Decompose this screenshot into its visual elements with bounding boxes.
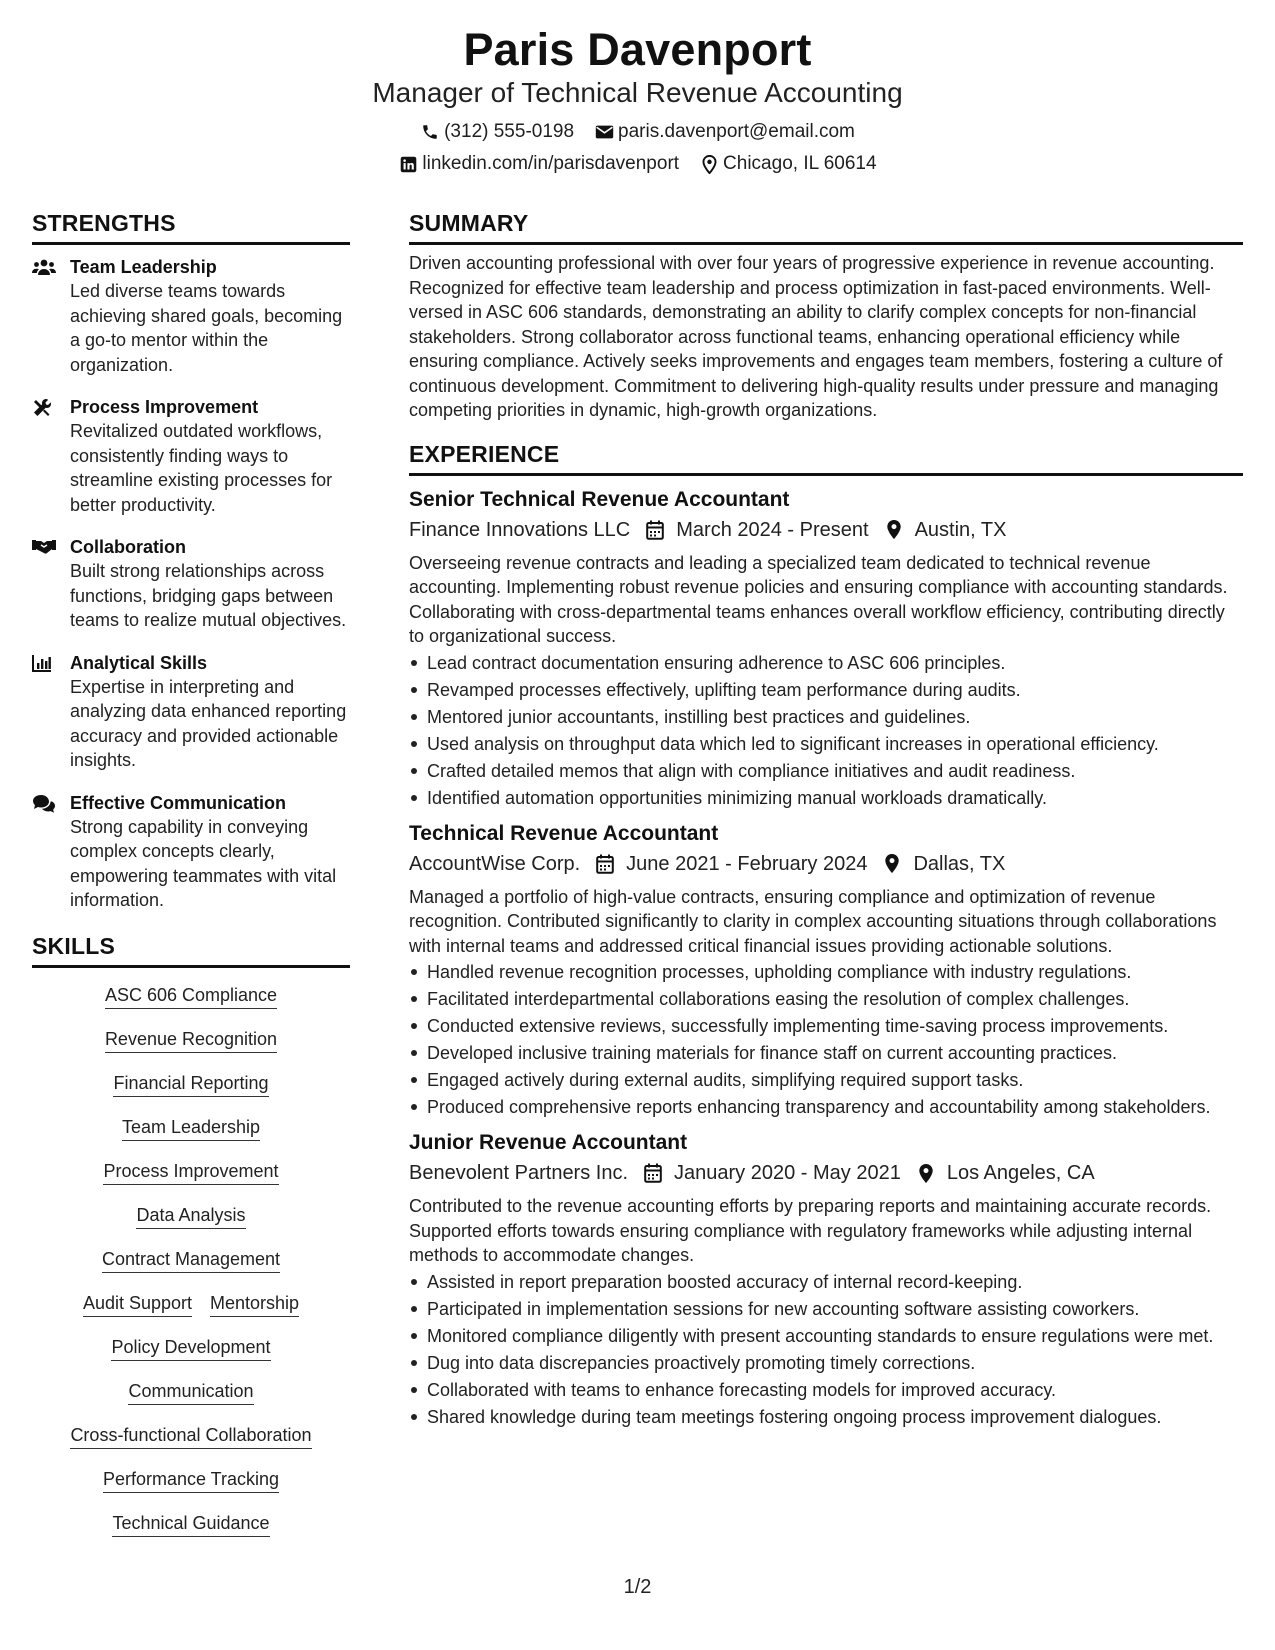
bullet-item: Participated in implementation sessions for new accounting software assisting coworkers. <box>409 1297 1243 1321</box>
users-icon <box>32 255 70 377</box>
candidate-name: Paris Davenport <box>463 24 812 75</box>
strengths-divider <box>32 242 350 245</box>
job-description: Overseeing revenue contracts and leading a specialized team dedicated to technical revenue accounting. Implementing robust revenue policies and ensuring compliance with accounting standards. Collaborating with cross-departmental teams enhances overall workflow efficiency, contributing directly to organizational success. <box>409 552 1228 646</box>
skill-row <box>111 1336 270 1361</box>
job-description: Contributed to the revenue accounting efforts by preparing reports and maintaining accurate records. Supported efforts towards ensuring compliance with regulatory frameworks while adjusting internal methods to accommodate changes. <box>409 1196 1212 1265</box>
skill-tag: Financial Reporting <box>113 1072 268 1097</box>
right-column <box>409 208 1243 1432</box>
job-description: Managed a portfolio of high-value contracts, ensuring compliance and optimization of revenue recognition. Contributed significantly to clarity in complex accounting situations through collaborations with internal teams and addressed critical financial issues providing actionable solutions. <box>409 886 1217 956</box>
phone-icon <box>420 122 440 142</box>
map-pin-icon <box>883 519 905 541</box>
chart-bar-icon <box>32 651 70 773</box>
skill-row <box>105 1028 277 1053</box>
strength-desc: Strong capability in conveying complex concepts clearly, empowering teammates with vital information. <box>70 816 337 910</box>
page-number: 1/2 <box>623 1576 652 1598</box>
strength-title: Process Improvement <box>70 397 259 417</box>
skill-row <box>102 1248 280 1273</box>
job-meta <box>409 851 1243 877</box>
skill-row <box>70 1424 311 1449</box>
summary-text: Driven accounting professional with over four years of progressive experience in revenue accounting. Recognized for effective team leadership and process optimization in fast-paced environments. Well-versed in ASC 606 standards, demonstrating an ability to clarify complex concepts for non-financial stakeholders. Strong collaborator across functional teams, enhancing operational efficiency while ensuring compliance. Actively seeks improvements and engages team members, fostering a culture of continuous development. Commitment to delivering high-quality results under pressure and managing competing priorities in dynamic, high-growth organizations. <box>409 253 1223 420</box>
job-title: Senior Technical Revenue Accountant <box>409 487 790 511</box>
skill-row <box>136 1204 245 1229</box>
job-entry <box>409 1129 1243 1429</box>
comments-icon <box>32 791 70 913</box>
summary-heading: SUMMARY <box>409 210 529 236</box>
job-company: AccountWise Corp. <box>409 852 581 875</box>
bullet-item: Handled revenue recognition processes, upholding compliance with industry regulations. <box>409 960 1243 984</box>
contact-email[interactable] <box>594 120 855 144</box>
strengths-heading: STRENGTHS <box>32 210 176 236</box>
skill-tag: Mentorship <box>210 1292 299 1317</box>
job-company: Benevolent Partners Inc. <box>409 1162 629 1184</box>
job-dates: March 2024 - Present <box>676 518 869 541</box>
bullet-item: Dug into data discrepancies proactively promoting timely corrections. <box>409 1351 1243 1375</box>
strength-title: Collaboration <box>70 537 186 557</box>
job-location: Los Angeles, CA <box>946 1162 1095 1184</box>
bullet-item: Revamped processes effectively, uplifting team performance during audits. <box>409 678 1243 702</box>
skills-list <box>32 984 350 1556</box>
resume-header <box>0 22 1275 176</box>
bullet-item: Engaged actively during external audits, simplifying required support tasks. <box>409 1068 1243 1092</box>
skill-row <box>113 1072 268 1097</box>
skill-tag: Contract Management <box>102 1248 280 1273</box>
skill-row <box>103 1468 279 1493</box>
contact-location <box>699 152 877 176</box>
strength-title: Analytical Skills <box>70 652 208 673</box>
contact-linkedin[interactable] <box>398 152 679 176</box>
job-title: Technical Revenue Accountant <box>409 821 719 845</box>
skill-tag: Communication <box>128 1380 253 1405</box>
summary-divider <box>409 242 1243 245</box>
left-column <box>32 208 350 1556</box>
bullet-item: Monitored compliance diligently with present accounting standards to ensure regulations were met. <box>409 1324 1243 1348</box>
bullet-item: Mentored junior accountants, instilling best practices and guidelines. <box>409 705 1243 729</box>
bullet-item: Crafted detailed memos that align with compliance initiatives and audit readiness. <box>409 759 1243 783</box>
phone-text: (312) 555-0198 <box>444 121 575 142</box>
job-bullets <box>409 1270 1243 1429</box>
calendar-icon <box>642 1162 664 1184</box>
skill-row <box>103 1160 278 1185</box>
bullet-item: Used analysis on throughput data which led to significant increases in operational efficiency. <box>409 732 1243 756</box>
skill-tag: Policy Development <box>111 1336 270 1361</box>
experience-heading: EXPERIENCE <box>409 440 560 467</box>
bullet-item: Developed inclusive training materials for finance staff on current accounting practices. <box>409 1041 1243 1065</box>
skill-tag: Revenue Recognition <box>105 1028 277 1053</box>
skills-divider <box>32 965 350 968</box>
job-entry <box>409 486 1243 810</box>
linkedin-icon <box>398 154 418 174</box>
job-dates: January 2020 - May 2021 <box>674 1162 901 1184</box>
email-text[interactable]: paris.davenport@email.com <box>618 121 855 142</box>
bullet-item: Lead contract documentation ensuring adherence to ASC 606 principles. <box>409 651 1243 675</box>
skill-row <box>105 984 277 1009</box>
skill-tag: Process Improvement <box>103 1160 278 1185</box>
strength-desc: Built strong relationships across functions, bridging gaps between teams to realize mutual objectives. <box>70 561 347 630</box>
skill-tag: Performance Tracking <box>103 1468 279 1493</box>
strength-item <box>32 255 350 377</box>
calendar-icon <box>644 519 666 541</box>
skills-header <box>32 931 350 968</box>
map-pin-icon <box>699 154 719 174</box>
contact-row-2 <box>0 152 1275 176</box>
skill-row <box>83 1292 299 1317</box>
map-pin-icon <box>881 853 903 875</box>
job-bullets <box>409 960 1243 1119</box>
strength-title: Effective Communication <box>70 792 287 813</box>
location-text: Chicago, IL 60614 <box>723 153 877 174</box>
skill-tag: Cross-functional Collaboration <box>70 1424 311 1449</box>
envelope-icon <box>594 122 614 142</box>
calendar-icon <box>594 853 616 875</box>
skill-tag: Technical Guidance <box>112 1512 269 1537</box>
bullet-item: Collaborated with teams to enhance forecasting models for improved accuracy. <box>409 1378 1243 1402</box>
skill-row <box>122 1116 260 1141</box>
bullet-item: Conducted extensive reviews, successfully implementing time-saving process improvements. <box>409 1014 1243 1038</box>
bullet-item: Produced comprehensive reports enhancing transparency and accountability among stakeholders. <box>409 1095 1243 1119</box>
bullet-item: Identified automation opportunities minimizing manual workloads dramatically. <box>409 786 1243 810</box>
job-company: Finance Innovations LLC <box>409 518 631 541</box>
skill-tag: Data Analysis <box>136 1204 245 1229</box>
strength-item <box>32 395 350 517</box>
job-location: Dallas, TX <box>913 852 1006 875</box>
tools-icon <box>32 395 70 517</box>
job-location: Austin, TX <box>914 518 1007 541</box>
strength-desc: Led diverse teams towards achieving shared goals, becoming a go-to mentor within the organization. <box>70 281 343 375</box>
job-dates: June 2021 - February 2024 <box>626 852 868 875</box>
bullet-item: Shared knowledge during team meetings fostering ongoing process improvement dialogues. <box>409 1405 1243 1429</box>
job-bullets <box>409 651 1243 810</box>
skills-heading: SKILLS <box>32 932 115 959</box>
skill-tag: ASC 606 Compliance <box>105 984 277 1009</box>
job-meta <box>409 517 1243 543</box>
candidate-title: Manager of Technical Revenue Accounting <box>372 77 903 108</box>
handshake-icon <box>32 535 70 633</box>
strength-item <box>32 535 350 633</box>
skill-row <box>112 1512 269 1537</box>
job-entry <box>409 820 1243 1120</box>
contact-row-1 <box>0 120 1275 144</box>
bullet-item: Assisted in report preparation boosted accuracy of internal record-keeping. <box>409 1270 1243 1294</box>
linkedin-text[interactable]: linkedin.com/in/parisdavenport <box>422 153 680 174</box>
experience-section <box>409 439 1243 1429</box>
skill-row <box>128 1380 253 1405</box>
skill-tag: Team Leadership <box>122 1116 260 1141</box>
strengths-list <box>32 255 350 913</box>
map-pin-icon <box>915 1162 937 1184</box>
bullet-item: Facilitated interdepartmental collaborations easing the resolution of complex challenges. <box>409 987 1243 1011</box>
contact-phone <box>420 120 574 144</box>
job-meta <box>409 1160 1243 1186</box>
strength-item <box>32 651 350 773</box>
job-title: Junior Revenue Accountant <box>409 1131 688 1154</box>
strength-item <box>32 791 350 913</box>
strength-desc: Revitalized outdated workflows, consistently finding ways to streamline existing processes for better productivity. <box>70 421 333 515</box>
strength-desc: Expertise in interpreting and analyzing data enhanced reporting accuracy and provided actionable insights. <box>70 676 347 770</box>
skill-tag: Audit Support <box>83 1292 192 1317</box>
experience-divider <box>409 473 1243 476</box>
strength-title: Team Leadership <box>70 257 217 277</box>
